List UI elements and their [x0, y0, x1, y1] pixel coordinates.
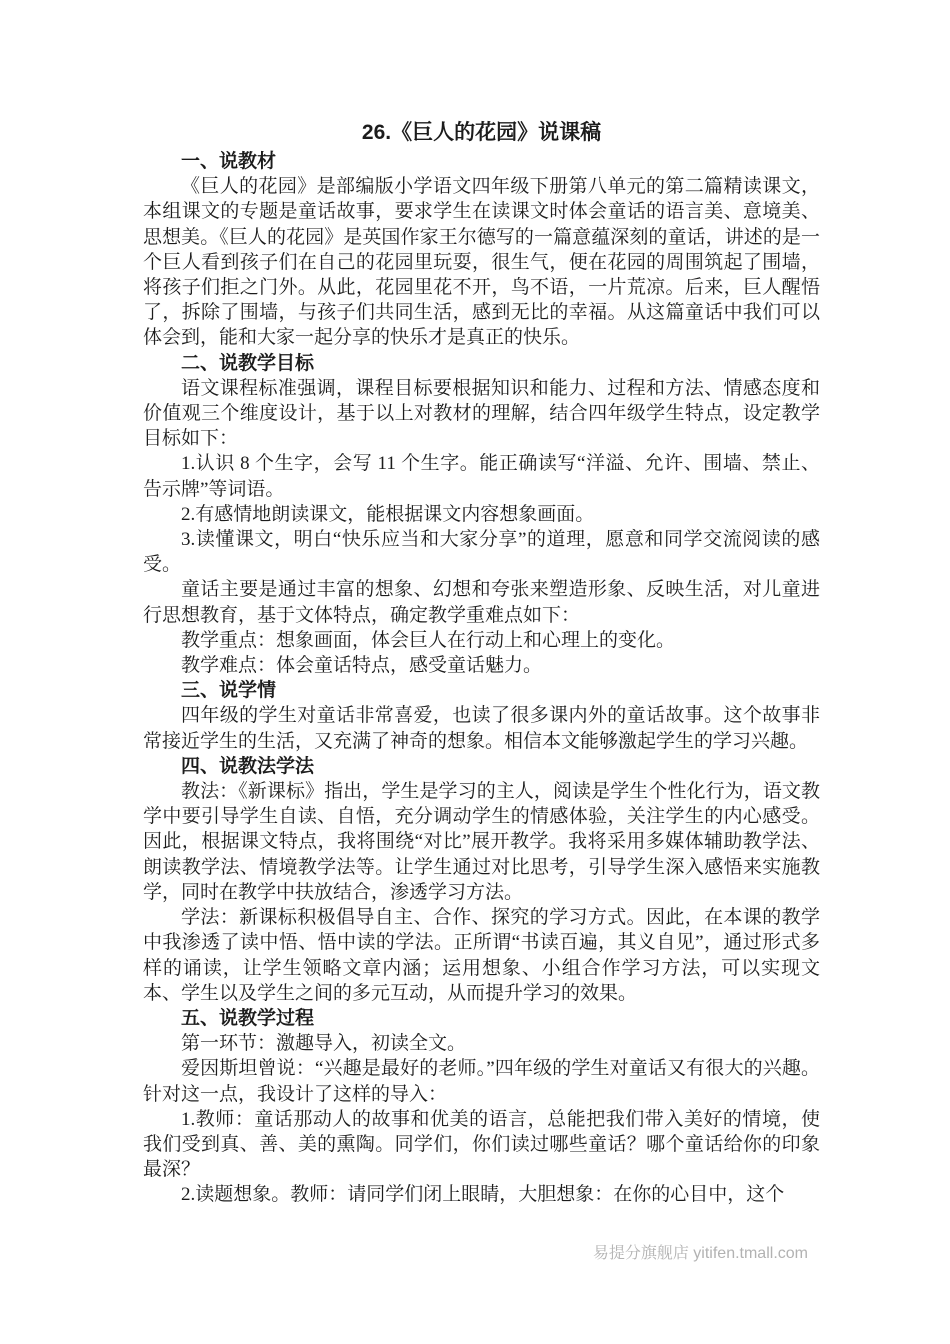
paragraph: 《巨人的花园》是部编版小学语文四年级下册第八单元的第二篇精读课文，本组课文的专题是童话故事，要求学生在读课文时体会童话的语言美、意境美、思想美。《巨人的花园》是英国作家王尔德写的一篇意蕴深刻的童话，讲述的是一个巨人看到孩子们在自己的花园里玩耍，很生气，便在花园的周围筑起了围墙，将孩子们拒之门外。从此，花园里花不开，鸟不语，一片荒凉。后来，巨人醒悟了，拆除了围墙，与孩子们共同生活，感到无比的幸福。从这篇童话中我们可以体会到，能和大家一起分享的快乐才是真正的快乐。	[143, 176, 820, 349]
paragraph-learning-method: 学法：新课标积极倡导自主、合作、探究的学习方式。因此，在本课的教学中我渗透了读中悟、悟中读的学法。正所谓“书读百遍，其义自见”，通过形式多样的诵读，让学生领略文章内涵；运用想象、小组合作学习方法，可以实现文本、学生以及学生之间的多元互动，从而提升学习的效果。	[143, 907, 820, 1004]
section-heading-5: 五、说教学过程	[181, 1007, 315, 1029]
list-item-3: 3.读懂课文，明白“快乐应当和大家分享”的道理，愿意和同学交流阅读的感受。	[143, 529, 820, 576]
list-item-1: 1.认识 8 个生字，会写 11 个生字。能正确读写“洋溢、允许、围墙、禁止、告示牌”等词语。	[143, 453, 820, 500]
paragraph-teaching-method: 教法：《新课标》指出，学生是学习的主人，阅读是学生个性化行为，语文教学中要引导学生自读、自悟，充分调动学生的情感体验，关注学生的内心感受。因此，根据课文特点，我将围绕“对比”展开教学。我将采用多媒体辅助教学法、朗读教学法、情境教学法等。让学生通过对比思考，引导学生深入感悟来实施教学，同时在教学中扶放结合，渗透学习方法。	[143, 781, 820, 903]
section-heading-4: 四、说教法学法	[181, 755, 315, 777]
paragraph: 童话主要是通过丰富的想象、幻想和夸张来塑造形象、反映生活，对儿童进行思想教育，基于文体特点，确定教学重难点如下：	[143, 579, 820, 626]
document-title: 26.《巨人的花园》说课稿	[361, 121, 602, 144]
paragraph-teaching-focus: 教学重点：想象画面，体会巨人在行动上和心理上的变化。	[181, 629, 676, 651]
paragraph: 爱因斯坦曾说：“兴趣是最好的老师。”四年级的学生对童话又有很大的兴趣。针对这一点，我设计了这样的导入：	[143, 1058, 820, 1105]
section-heading-3: 三、说学情	[181, 680, 277, 702]
paragraph: 四年级的学生对童话非常喜爱，也读了很多课内外的童话故事。这个故事非常接近学生的生活，又充满了神奇的想象。相信本文能够激起学生的学习兴趣。	[143, 705, 820, 752]
store-watermark: 易提分旗舰店 yitifen.tmall.com	[592, 1245, 808, 1262]
paragraph: 第一环节：激趣导入，初读全文。	[181, 1033, 467, 1055]
list-item-2: 2.有感情地朗读课文，能根据课文内容想象画面。	[181, 503, 595, 525]
paragraph: 语文课程标准强调，课程目标要根据知识和能力、过程和方法、情感态度和价值观三个维度设计，基于以上对教材的理解，结合四年级学生特点，设定教学目标如下：	[143, 377, 820, 450]
section-heading-1: 一、说教材	[181, 151, 277, 172]
paragraph-teaching-difficulty: 教学难点：体会童话特点，感受童话魅力。	[181, 655, 543, 677]
document-body	[143, 120, 820, 1208]
list-item-teacher-1: 1.教师：童话那动人的故事和优美的语言，总能把我们带入美好的情境，使我们受到真、善、美的熏陶。同学们，你们读过哪些童话？哪个童话给你的印象最深？	[143, 1108, 820, 1181]
section-heading-2: 二、说教学目标	[181, 352, 315, 374]
list-item-teacher-2: 2.读题想象。教师：请同学们闭上眼睛，大胆想象：在你的心目中，这个	[181, 1184, 785, 1206]
